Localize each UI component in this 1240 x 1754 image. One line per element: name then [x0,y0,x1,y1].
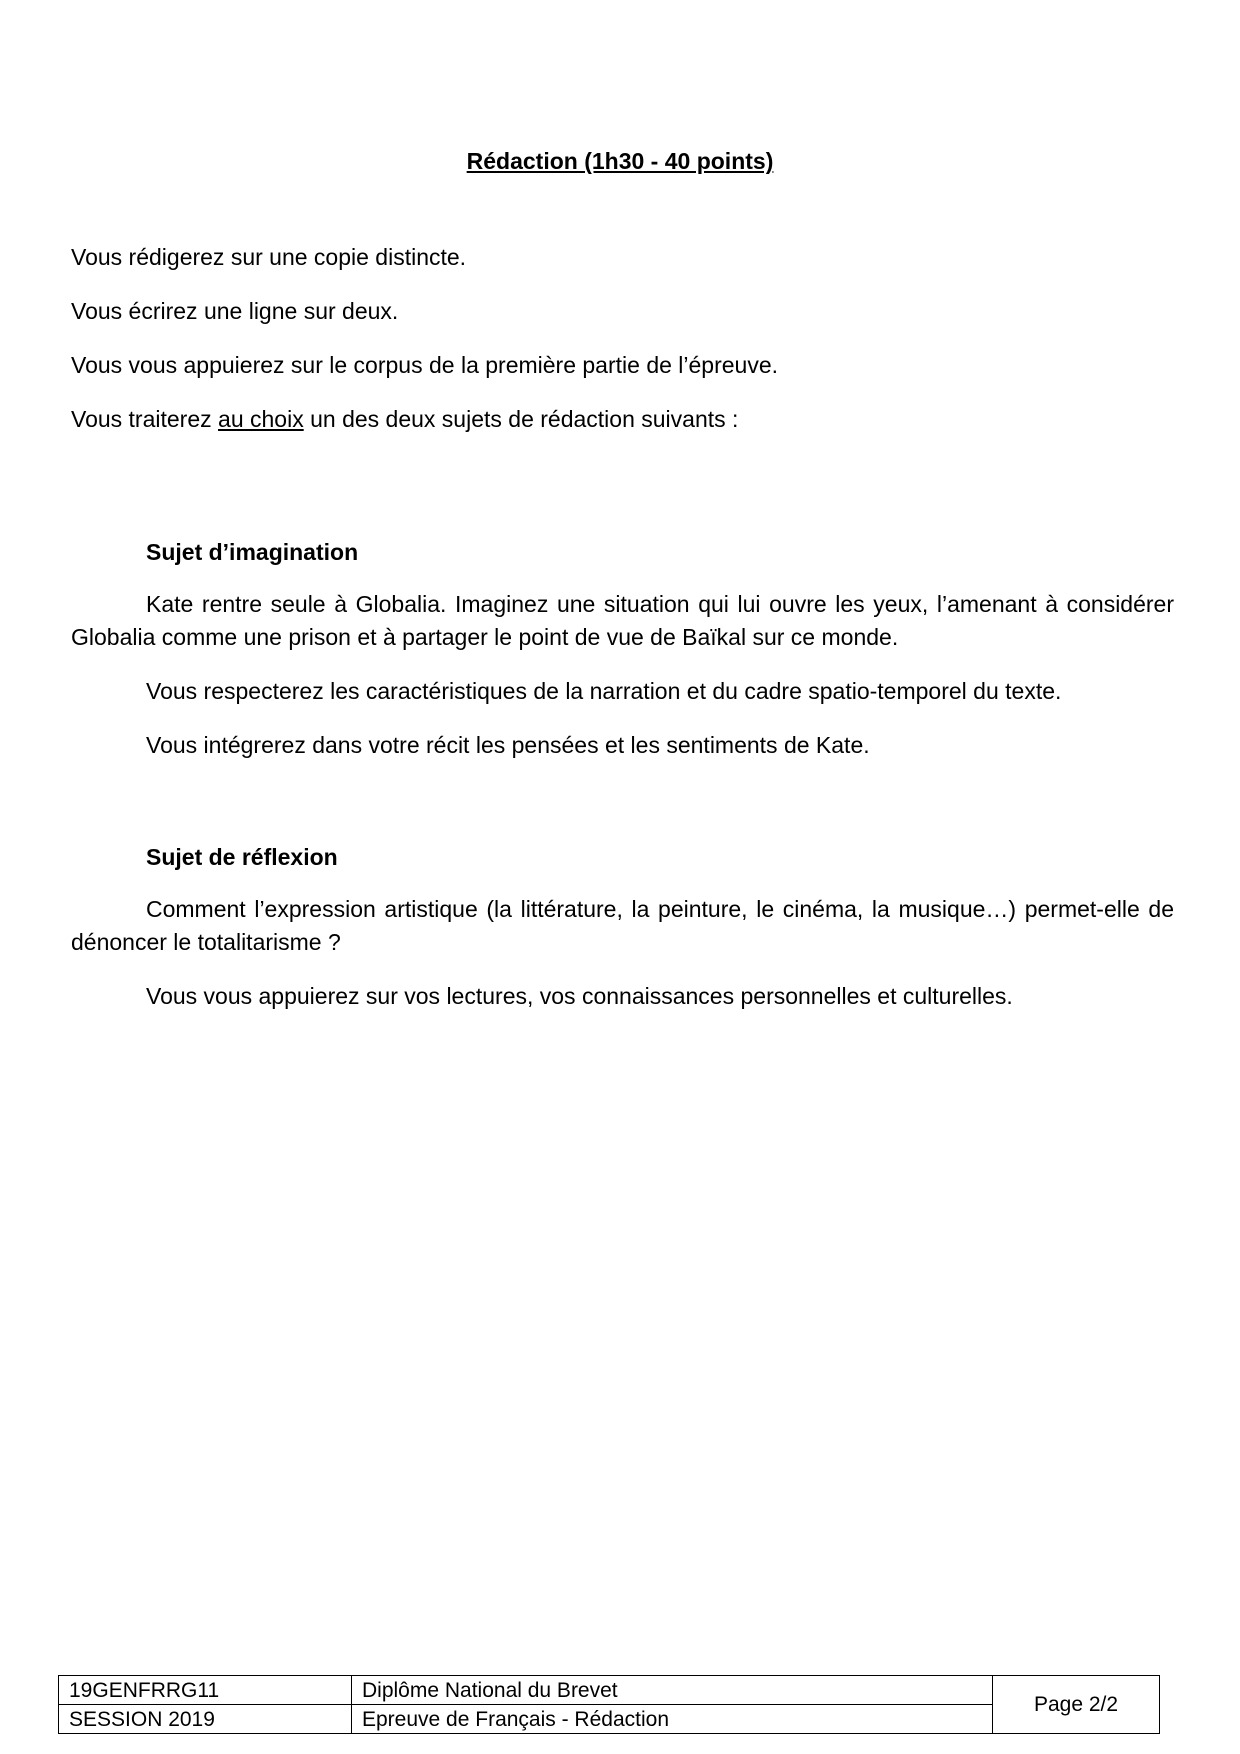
imagination-instruction: Vous respecterez les caractéristiques de la narration et du cadre spatio-temporel du texte. [146,678,1062,704]
instruction-line: Vous rédigerez sur une copie distincte. [71,244,467,270]
footer-row [59,1676,1160,1705]
imagination-heading: Sujet d’imagination [146,539,359,565]
reflexion-heading: Sujet de réflexion [146,844,338,870]
instructions [71,243,1171,459]
reflexion-prompt: Comment l’expression artistique (la littérature, la peinture, le cinéma, la musique…) permet-elle de dénoncer le totalitarisme ? [71,896,1174,955]
instruction-text: un des deux sujets de rédaction suivants : [303,406,739,432]
imagination-instruction: Vous intégrerez dans votre récit les pensées et les sentiments de Kate. [146,732,870,758]
reflexion-topic [71,843,1174,1034]
session: SESSION 2019 [59,1705,352,1734]
exam-name: Epreuve de Français - Rédaction [352,1705,993,1734]
instruction-line [71,405,1171,433]
exam-code: 19GENFRRG11 [59,1676,352,1705]
instruction-line: Vous écrirez une ligne sur deux. [71,298,399,324]
imagination-topic [71,538,1174,783]
instruction-line: Vous vous appuierez sur le corpus de la première partie de l’épreuve. [71,352,779,378]
footer-table [58,1675,1160,1734]
page-title: Rédaction (1h30 - 40 points) [466,148,774,174]
imagination-prompt: Kate rentre seule à Globalia. Imaginez une situation qui lui ouvre les yeux, l’amenant à considérer Globalia comme une prison et à partager le point de vue de Baïkal sur ce monde. [71,591,1174,650]
page-number: Page 2/2 [993,1676,1160,1734]
diploma-name: Diplôme National du Brevet [352,1676,993,1705]
instruction-text: Vous traiterez [71,406,219,432]
underlined-choice: au choix [218,406,304,432]
reflexion-instruction: Vous vous appuierez sur vos lectures, vos connaissances personnelles et culturelles. [146,983,1013,1009]
